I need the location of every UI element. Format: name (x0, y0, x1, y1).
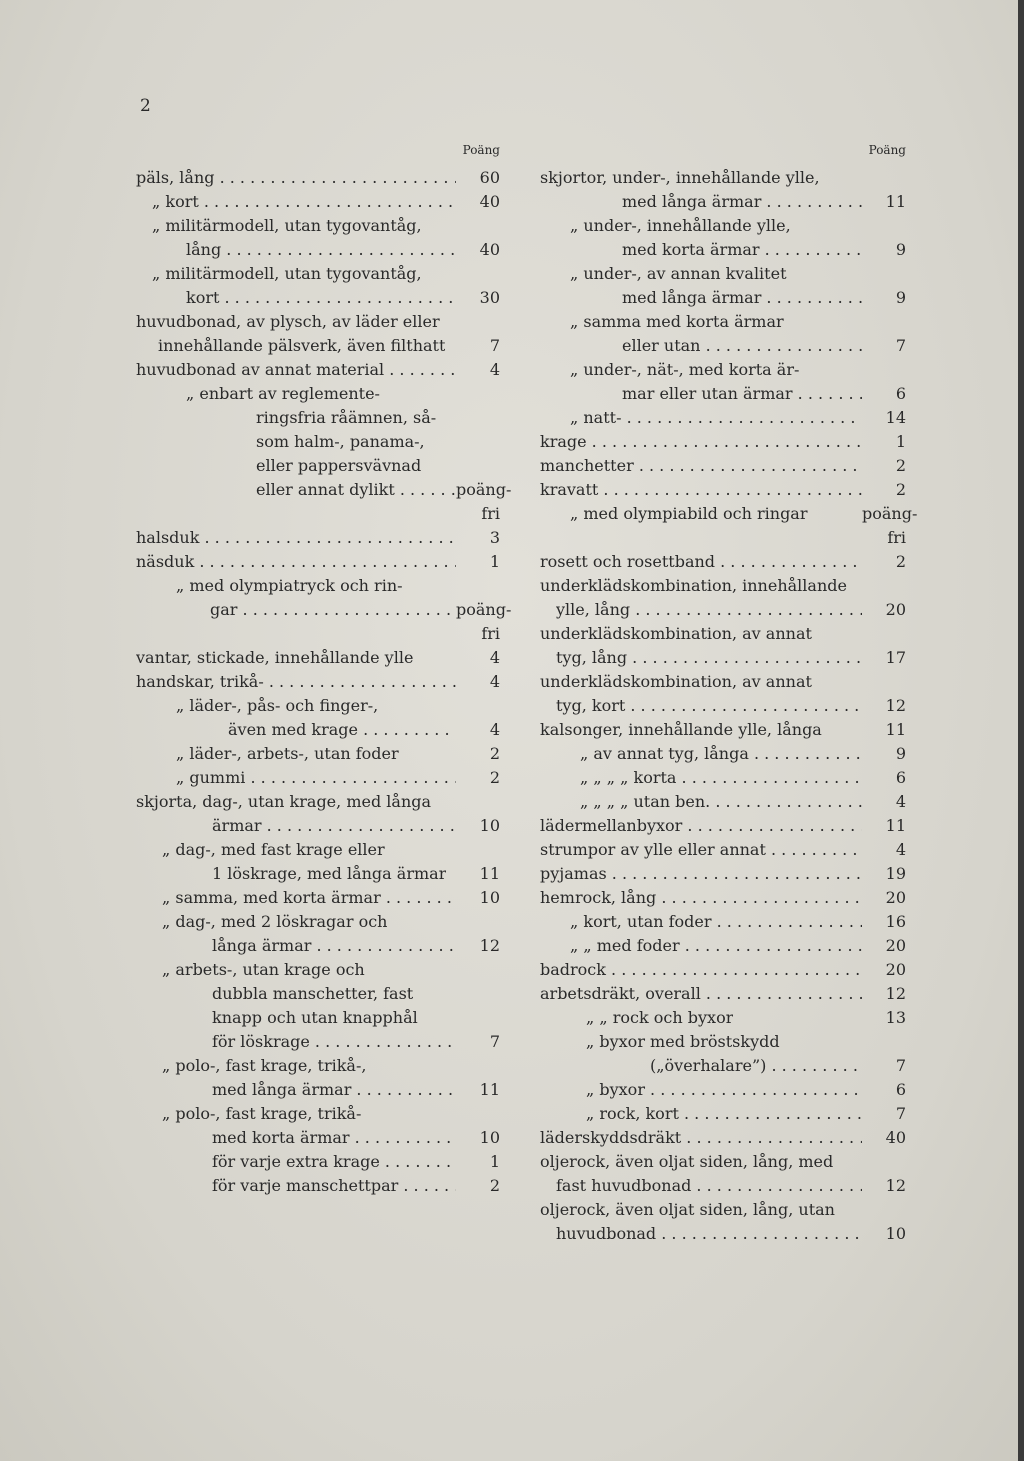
item-label: halsduk . . . (136, 526, 456, 550)
list-item (540, 598, 906, 622)
list-item (540, 238, 906, 262)
list-item (136, 358, 500, 382)
item-points: 2 (895, 456, 906, 475)
item-label: för varje extra krage . . . (212, 1150, 456, 1174)
list-item (136, 1078, 500, 1102)
item-label: „ byxor . . . (586, 1078, 862, 1102)
item-points: 40 (479, 192, 500, 211)
list-item (540, 1174, 906, 1198)
item-label: gar . . . (210, 598, 456, 622)
list-item (540, 262, 906, 286)
item-points: 2 (489, 1176, 500, 1195)
list-item (136, 1174, 500, 1198)
item-points: fri (481, 624, 500, 643)
item-label: med långa ärmar . . . (212, 1078, 456, 1102)
list-item (540, 1102, 906, 1126)
list-item (136, 838, 500, 862)
list-item (136, 238, 500, 262)
list-item (136, 814, 500, 838)
list-item (540, 550, 906, 574)
item-label: „ under-, nät-, med korta är- (570, 360, 800, 379)
item-label: pyjamas . . . (540, 862, 862, 886)
item-label: med korta ärmar . . . (212, 1126, 456, 1150)
item-label: eller annat dylikt . . . (256, 478, 456, 502)
item-points: 10 (885, 1224, 906, 1243)
item-label: handskar, trikå- . . . (136, 670, 456, 694)
item-points: 3 (489, 528, 500, 547)
item-points: 2 (489, 744, 500, 763)
list-item (540, 334, 906, 358)
item-points: 4 (489, 648, 500, 667)
item-label: för löskrage . . . (212, 1030, 456, 1054)
item-points: fri (481, 504, 500, 523)
list-item (136, 406, 500, 430)
item-label: „ under-, av annan kvalitet (570, 264, 787, 283)
item-points: 17 (885, 648, 906, 667)
item-points: 7 (895, 1104, 906, 1123)
item-label: eller utan . . . (622, 334, 862, 358)
list-item (540, 190, 906, 214)
item-label: som halm-, panama-, (256, 432, 425, 451)
item-points: 11 (885, 192, 906, 211)
item-label: „ arbets-, utan krage och (162, 960, 365, 979)
item-points: 20 (885, 960, 906, 979)
item-label: eller pappersvävnad (256, 456, 422, 475)
item-points: 2 (895, 552, 906, 571)
item-points: 6 (895, 768, 906, 787)
list-item (136, 694, 500, 718)
item-label: ringsfria råämnen, så- (256, 408, 437, 427)
item-label: „ polo-, fast krage, trikå-, (162, 1056, 367, 1075)
item-label: „ „ rock och byxor (586, 1008, 734, 1027)
list-item (540, 358, 906, 382)
item-label: „ „ med foder . . . (570, 934, 862, 958)
left-points-header: Poäng (462, 143, 500, 157)
list-item (136, 334, 500, 358)
list-item (540, 430, 906, 454)
item-label: „ av annat tyg, långa . . . (580, 742, 862, 766)
item-label: tyg, lång . . . (556, 646, 862, 670)
item-label: dubbla manschetter, fast (212, 984, 414, 1003)
item-points: 1 (489, 1152, 500, 1171)
item-points: 1 (489, 552, 500, 571)
item-points: 60 (479, 168, 500, 187)
list-item (540, 574, 906, 598)
item-points: 4 (489, 672, 500, 691)
list-item (136, 382, 500, 406)
item-points: 1 (895, 432, 906, 451)
list-item (540, 286, 906, 310)
item-label: innehållande pälsverk, även filthatt (158, 336, 446, 355)
item-label: „ läder-, arbets-, utan foder (176, 744, 399, 763)
list-item (136, 1150, 500, 1174)
list-item (136, 502, 500, 526)
item-label: „ samma med korta ärmar (570, 312, 784, 331)
list-item (136, 598, 512, 622)
list-item (136, 958, 500, 982)
item-points: 7 (489, 336, 500, 355)
item-points: 4 (489, 720, 500, 739)
item-points: 9 (895, 288, 906, 307)
list-item (540, 214, 906, 238)
list-item (540, 622, 906, 646)
item-label: „ „ „ „ utan ben. . . . (580, 790, 862, 814)
item-label: underklädskombination, av annat (540, 624, 812, 643)
item-points: 6 (895, 1080, 906, 1099)
list-item (136, 166, 500, 190)
item-label: huvudbonad av annat material . . . (136, 358, 456, 382)
right-entry-list (540, 166, 918, 1246)
item-points: 40 (479, 240, 500, 259)
item-label: strumpor av ylle eller annat . . . (540, 838, 862, 862)
item-label: „ kort, utan foder . . . (570, 910, 862, 934)
list-item (540, 1030, 906, 1054)
item-label: badrock . . . (540, 958, 862, 982)
list-item (136, 1126, 500, 1150)
item-label: fast huvudbonad . . . (556, 1174, 862, 1198)
item-points: 11 (885, 816, 906, 835)
item-label: „ polo-, fast krage, trikå- (162, 1104, 362, 1123)
item-points: 12 (479, 936, 500, 955)
item-label: med långa ärmar . . . (622, 286, 862, 310)
item-label: kravatt . . . (540, 478, 862, 502)
item-label: mar eller utan ärmar . . . (622, 382, 862, 406)
item-label: ärmar . . . (212, 814, 456, 838)
list-item (540, 718, 906, 742)
item-label: „ kort . . . (152, 190, 456, 214)
item-label: krage . . . (540, 430, 862, 454)
item-label: manchetter . . . (540, 454, 862, 478)
item-points: 7 (489, 1032, 500, 1051)
item-label: „ med olympiatryck och rin- (176, 576, 403, 595)
item-points: 10 (479, 1128, 500, 1147)
item-label: vantar, stickade, innehållande ylle (136, 648, 414, 667)
item-label: näsduk . . . (136, 550, 456, 574)
list-item (540, 670, 906, 694)
item-label: kalsonger, innehållande ylle, långa (540, 720, 822, 739)
item-label: skjorta, dag-, utan krage, med långa (136, 792, 432, 811)
item-points: 12 (885, 1176, 906, 1195)
item-label: „ natt- . . . (570, 406, 862, 430)
list-item (540, 790, 906, 814)
item-label: „ rock, kort . . . (586, 1102, 862, 1126)
list-item (540, 910, 906, 934)
item-points: 16 (885, 912, 906, 931)
item-points: 4 (489, 360, 500, 379)
item-label: päls, lång . . . (136, 166, 456, 190)
item-points: poäng- (456, 480, 512, 499)
item-points: 9 (895, 240, 906, 259)
list-item (540, 742, 906, 766)
list-item (136, 1006, 500, 1030)
list-item (136, 982, 500, 1006)
list-item (540, 766, 906, 790)
left-entry-list (136, 166, 512, 1198)
item-label: arbetsdräkt, overall . . . (540, 982, 862, 1006)
page-number: 2 (140, 96, 151, 116)
list-item (540, 646, 906, 670)
item-points: poäng- (862, 504, 918, 523)
list-item (540, 406, 906, 430)
list-item (136, 430, 500, 454)
item-points: 20 (885, 600, 906, 619)
list-item (136, 934, 500, 958)
list-item (136, 526, 500, 550)
item-label: tyg, kort . . . (556, 694, 862, 718)
left-column (136, 140, 512, 1198)
item-label: „ gummi . . . (176, 766, 456, 790)
list-item (136, 646, 500, 670)
list-item (540, 1006, 906, 1030)
item-points: 7 (895, 1056, 906, 1075)
list-item (540, 814, 906, 838)
list-item (540, 694, 906, 718)
list-item (540, 958, 906, 982)
item-points: 12 (885, 984, 906, 1003)
list-item (540, 502, 918, 526)
item-label: lädermellanbyxor . . . (540, 814, 862, 838)
list-item (540, 1078, 906, 1102)
item-points: 10 (479, 816, 500, 835)
list-item (136, 766, 500, 790)
list-item (540, 310, 906, 334)
item-label: huvudbonad . . . (556, 1222, 862, 1246)
item-label: „ byxor med bröstskydd (586, 1032, 780, 1051)
item-points: 2 (489, 768, 500, 787)
item-label: även med krage . . . (228, 718, 456, 742)
list-item (136, 310, 500, 334)
list-item (136, 286, 500, 310)
item-label: rosett och rosettband . . . (540, 550, 862, 574)
list-item (540, 382, 906, 406)
list-item (540, 862, 906, 886)
item-label: „ samma, med korta ärmar . . . (162, 886, 456, 910)
list-item (540, 838, 906, 862)
list-item (540, 886, 906, 910)
item-label: „ under-, innehållande ylle, (570, 216, 791, 235)
item-points: 13 (885, 1008, 906, 1027)
item-points: 10 (479, 888, 500, 907)
item-label: „ militärmodell, utan tygovantåg, (152, 264, 422, 283)
list-item (136, 742, 500, 766)
list-item (540, 166, 906, 190)
item-points: 4 (895, 792, 906, 811)
item-label: huvudbonad, av plysch, av läder eller (136, 312, 440, 331)
item-label: skjortor, under-, innehållande ylle, (540, 168, 820, 187)
item-label: med långa ärmar . . . (622, 190, 862, 214)
list-item (136, 454, 500, 478)
list-item (540, 478, 906, 502)
item-label: „ militärmodell, utan tygovantåg, (152, 216, 422, 235)
list-item (136, 670, 500, 694)
list-item (540, 526, 906, 550)
item-points: 11 (479, 864, 500, 883)
item-points: 2 (895, 480, 906, 499)
item-label: hemrock, lång . . . (540, 886, 862, 910)
item-label: underklädskombination, av annat (540, 672, 812, 691)
item-label: („överhalare”) . . . (650, 1054, 862, 1078)
list-item (540, 1222, 906, 1246)
item-label: knapp och utan knapphål (212, 1008, 418, 1027)
list-item (136, 1102, 500, 1126)
item-points: fri (887, 528, 906, 547)
list-item (540, 1126, 906, 1150)
item-label: „ dag-, med fast krage eller (162, 840, 385, 859)
list-item (136, 862, 500, 886)
list-item (136, 718, 500, 742)
item-points: 20 (885, 936, 906, 955)
item-points: 30 (479, 288, 500, 307)
list-item (136, 214, 500, 238)
item-label: ylle, lång . . . (556, 598, 862, 622)
item-label: läderskyddsdräkt . . . (540, 1126, 862, 1150)
list-item (136, 1054, 500, 1078)
item-label: „ dag-, med 2 löskragar och (162, 912, 388, 931)
item-points: 6 (895, 384, 906, 403)
item-label: kort . . . (186, 286, 456, 310)
item-points: 14 (885, 408, 906, 427)
list-item (136, 262, 500, 286)
item-label: „ med olympiabild och ringar (570, 504, 808, 523)
item-label: underklädskombination, innehållande (540, 576, 847, 595)
item-points: 7 (895, 336, 906, 355)
item-label: oljerock, även oljat siden, lång, utan (540, 1200, 835, 1219)
list-item (540, 934, 906, 958)
item-label: lång . . . (186, 238, 456, 262)
item-label: för varje manschettpar . . . (212, 1174, 456, 1198)
item-points: 19 (885, 864, 906, 883)
item-label: långa ärmar . . . (212, 934, 456, 958)
list-item (136, 910, 500, 934)
item-points: 9 (895, 744, 906, 763)
list-item (540, 1198, 906, 1222)
list-item (540, 982, 906, 1006)
list-item (136, 886, 500, 910)
list-item (136, 478, 512, 502)
list-item (540, 1150, 906, 1174)
item-label: „ enbart av reglemente- (186, 384, 380, 403)
list-item (136, 790, 500, 814)
right-points-header: Poäng (868, 143, 906, 157)
list-item (136, 1030, 500, 1054)
list-item (540, 454, 906, 478)
list-item (540, 1054, 906, 1078)
item-label: 1 löskrage, med långa ärmar (212, 864, 447, 883)
list-item (136, 550, 500, 574)
right-column (540, 140, 918, 1246)
item-label: oljerock, även oljat siden, lång, med (540, 1152, 834, 1171)
item-label: med korta ärmar . . . (622, 238, 862, 262)
list-item (136, 190, 500, 214)
list-item (136, 622, 500, 646)
item-points: 20 (885, 888, 906, 907)
list-item (136, 574, 500, 598)
item-points: 12 (885, 696, 906, 715)
item-points: 40 (885, 1128, 906, 1147)
scan-edge (1018, 0, 1024, 1461)
item-points: 4 (895, 840, 906, 859)
item-points: 11 (885, 720, 906, 739)
item-label: „ „ „ „ korta . . . (580, 766, 862, 790)
item-label: „ läder-, pås- och finger-, (176, 696, 379, 715)
item-points: poäng- (456, 600, 512, 619)
item-points: 11 (479, 1080, 500, 1099)
